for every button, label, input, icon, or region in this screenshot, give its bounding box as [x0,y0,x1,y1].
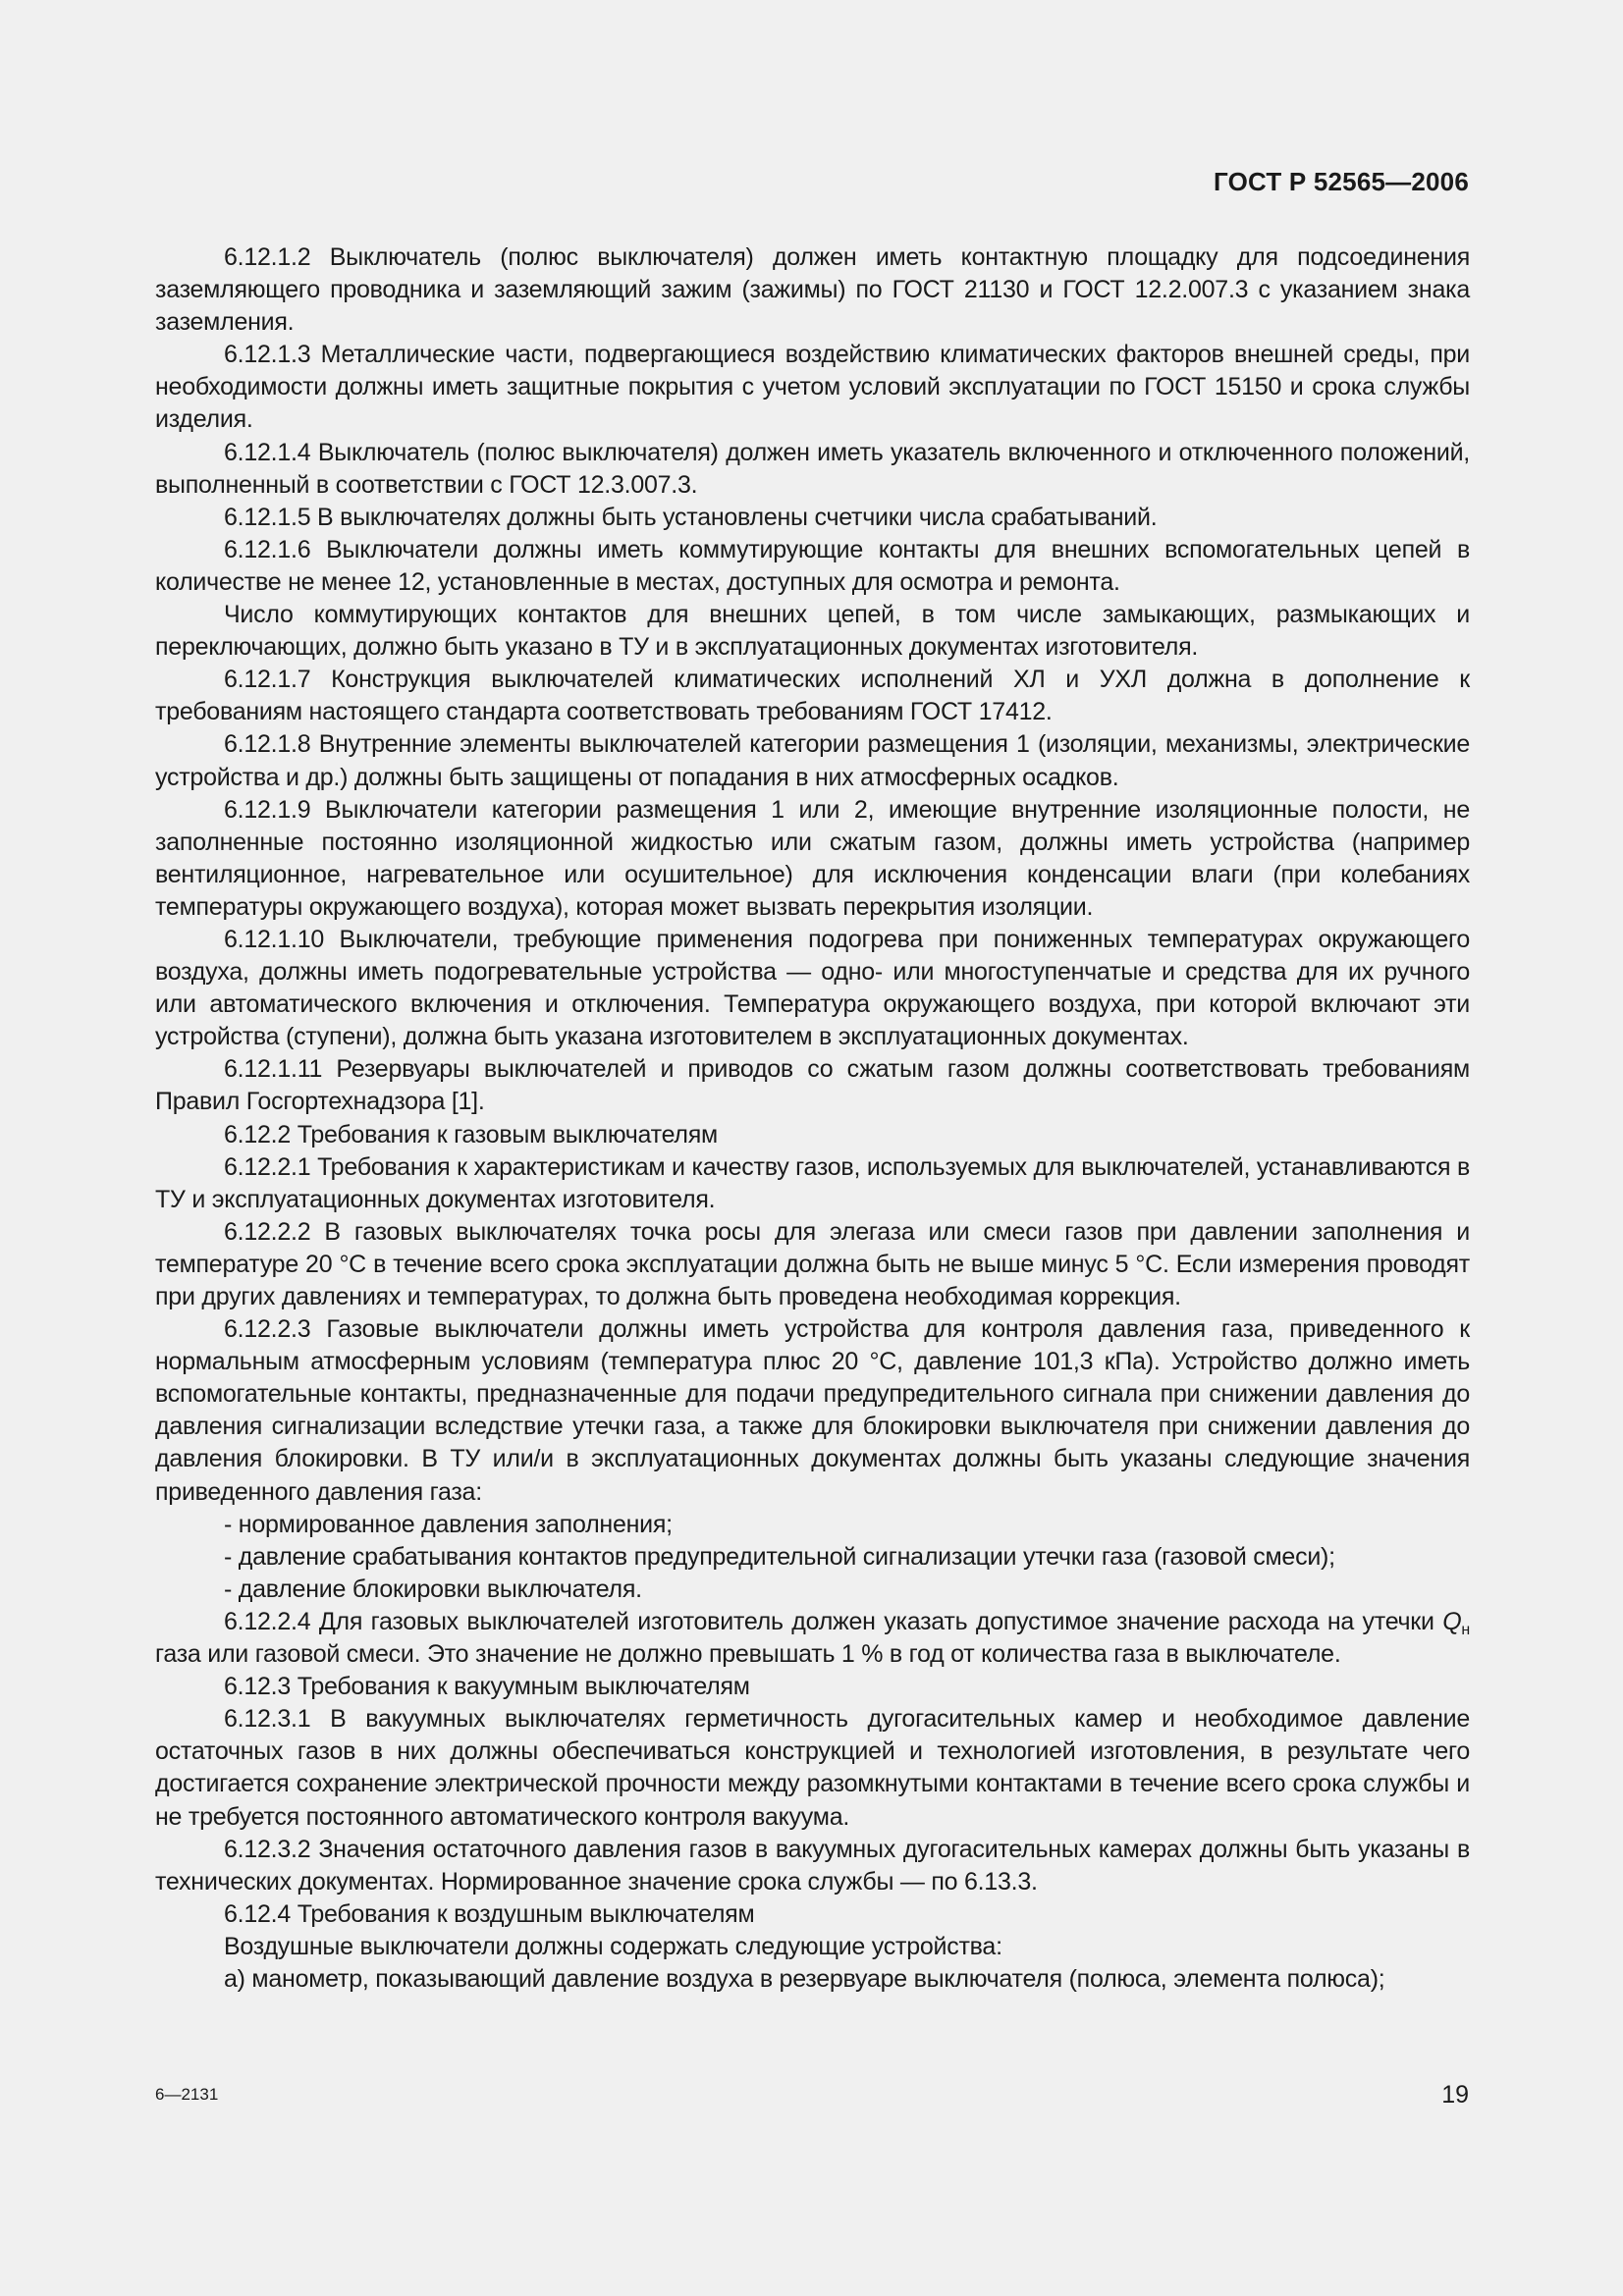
paragraph-6-12-1-8: 6.12.1.8 Внутренние элементы выключателей категории размещения 1 (изоляции, механизмы, электрические устройства и др.) должны быть защищены от попадания в них атмосферных осадков. [155,730,1470,791]
heading-6-12-4: 6.12.4 Требования к воздушным выключателям [224,1899,755,1928]
page-number: 19 [1441,2081,1469,2109]
list-item: - давление блокировки выключателя. [224,1575,642,1603]
leak-rate-symbol: Q [1442,1607,1462,1635]
paragraph-6-12-3-2: 6.12.3.2 Значения остаточного давления газов в вакуумных дугогасительных камерах должны быть указаны в технических документах. Нормированное значение срока службы — по 6.13.3. [155,1835,1470,1896]
document-body [155,241,1470,1996]
list-item: - давление срабатывания контактов предупредительной сигнализации утечки газа (газовой смеси); [224,1542,1335,1571]
paragraph-6-12-1-10: 6.12.1.10 Выключатели, требующие применения подогрева при пониженных температурах окружающего воздуха, должны иметь подогревательные устройства — одно- или многоступенчатые и средства для их ручного или автоматического включения и отключения. Температура окружающего воздуха, при которой включают эти устройства (ступени), должна быть указана изготовителем в эксплуатационных документах. [155,925,1470,1051]
leak-rate-subscript: н [1461,1621,1470,1638]
paragraph-6-12-1-2: 6.12.1.2 Выключатель (полюс выключателя) должен иметь контактную площадку для подсоединения заземляющего проводника и заземляющий зажим (зажимы) по ГОСТ 21130 и ГОСТ 12.2.007.3 с указанием знака заземления. [155,243,1470,337]
heading-6-12-3: 6.12.3 Требования к вакуумным выключателям [224,1673,750,1701]
paragraph-6-12-2-3: 6.12.2.3 Газовые выключатели должны иметь устройства для контроля давления газа, приведенного к нормальным атмосферным условиям (температура плюс 20 °С, давление 101,3 кПа). Устройство должно иметь вспомогательные контакты, предназначенные для подачи предупредительного сигнала при снижении давления до давления сигнализации вследствие утечки газа, а также для блокировки выключателя при снижении давления до давления блокировки. В ТУ или/и в эксплуатационных документах должны быть указаны следующие значения приведенного давления газа: [155,1315,1470,1506]
paragraph-6-12-1-5: 6.12.1.5 В выключателях должны быть установлены счетчики числа срабатываний. [224,503,1158,531]
paragraph-6-12-2-4-text-start: 6.12.2.4 Для газовых выключателей изготовитель должен указать допустимое значение расхода на утечки [224,1607,1443,1635]
paragraph-6-12-2-2: 6.12.2.2 В газовых выключателях точка росы для элегаза или смеси газов при давлении заполнения и температуре 20 °С в течение всего срока эксплуатации должна быть не выше минус 5 °С. Если измерения проводят при других давлениях и температурах, то должна быть проведена необходимая коррекция. [155,1217,1470,1310]
paragraph-contact-count: Число коммутирующих контактов для внешних цепей, в том числе замыкающих, размыкающих и переключающих, должно быть указано в ТУ и в эксплуатационных документах изготовителя. [155,601,1470,662]
paragraph-6-12-2-4 [155,1606,1470,1671]
paragraph-6-12-1-3: 6.12.1.3 Металлические части, подвергающиеся воздействию климатических факторов внешней среды, при необходимости должны иметь защитные покрытия с учетом условий эксплуатации по ГОСТ 15150 и срока службы изделия. [155,341,1470,434]
paragraph-6-12-2-1: 6.12.2.1 Требования к характеристикам и качеству газов, используемых для выключателей, устанавливаются в ТУ и эксплуатационных документах изготовителя. [155,1152,1470,1213]
paragraph-6-12-3-1: 6.12.3.1 В вакуумных выключателях герметичность дугогасительных камер и необходимое давление остаточных газов в них должны обеспечиваться конструкцией и технологией изготовления, в результате чего достигается сохранение электрической прочности между разомкнутыми контактами в течение всего срока службы и не требуется постоянного автоматического контроля вакуума. [155,1705,1470,1831]
paragraph-6-12-1-6: 6.12.1.6 Выключатели должны иметь коммутирующие контакты для внешних вспомогательных цепей в количестве не менее 12, установленные в местах, доступных для осмотра и ремонта. [155,535,1470,596]
paragraph-air-breaker-devices: Воздушные выключатели должны содержать следующие устройства: [224,1932,1002,1960]
paragraph-6-12-1-9: 6.12.1.9 Выключатели категории размещения 1 или 2, имеющие внутренние изоляционные полости, не заполненные постоянно изоляционной жидкостью или сжатым газом, должны иметь устройства (например вентиляционное, нагревательное или осушительное) для исключения конденсации влаги (при колебаниях температуры окружающего воздуха), которая может вызвать перекрытия изоляции. [155,795,1470,921]
document-header-id: ГОСТ Р 52565—2006 [1214,167,1469,196]
list-item: - нормированное давления заполнения; [224,1510,673,1538]
paragraph-6-12-1-7: 6.12.1.7 Конструкция выключателей климатических исполнений ХЛ и УХЛ должна в дополнение к требованиям настоящего стандарта соответствовать требованиям ГОСТ 17412. [155,666,1470,726]
heading-6-12-2: 6.12.2 Требования к газовым выключателям [224,1120,718,1148]
footer-print-code: 6—2131 [155,2085,219,2104]
paragraph-6-12-1-4: 6.12.1.4 Выключатель (полюс выключателя) должен иметь указатель включенного и отключенного положений, выполненный в соответствии с ГОСТ 12.3.007.3. [155,438,1470,499]
paragraph-6-12-2-4-text-end: газа или газовой смеси. Это значение не должно превышать 1 % в год от количества газа в выключателе. [155,1640,1341,1669]
paragraph-item-a: а) манометр, показывающий давление воздуха в резервуаре выключателя (полюса, элемента полюса); [224,1964,1385,1993]
paragraph-6-12-1-11: 6.12.1.11 Резервуары выключателей и приводов со сжатым газом должны соответствовать требованиям Правил Госгортехнадзора [1]. [155,1055,1470,1116]
